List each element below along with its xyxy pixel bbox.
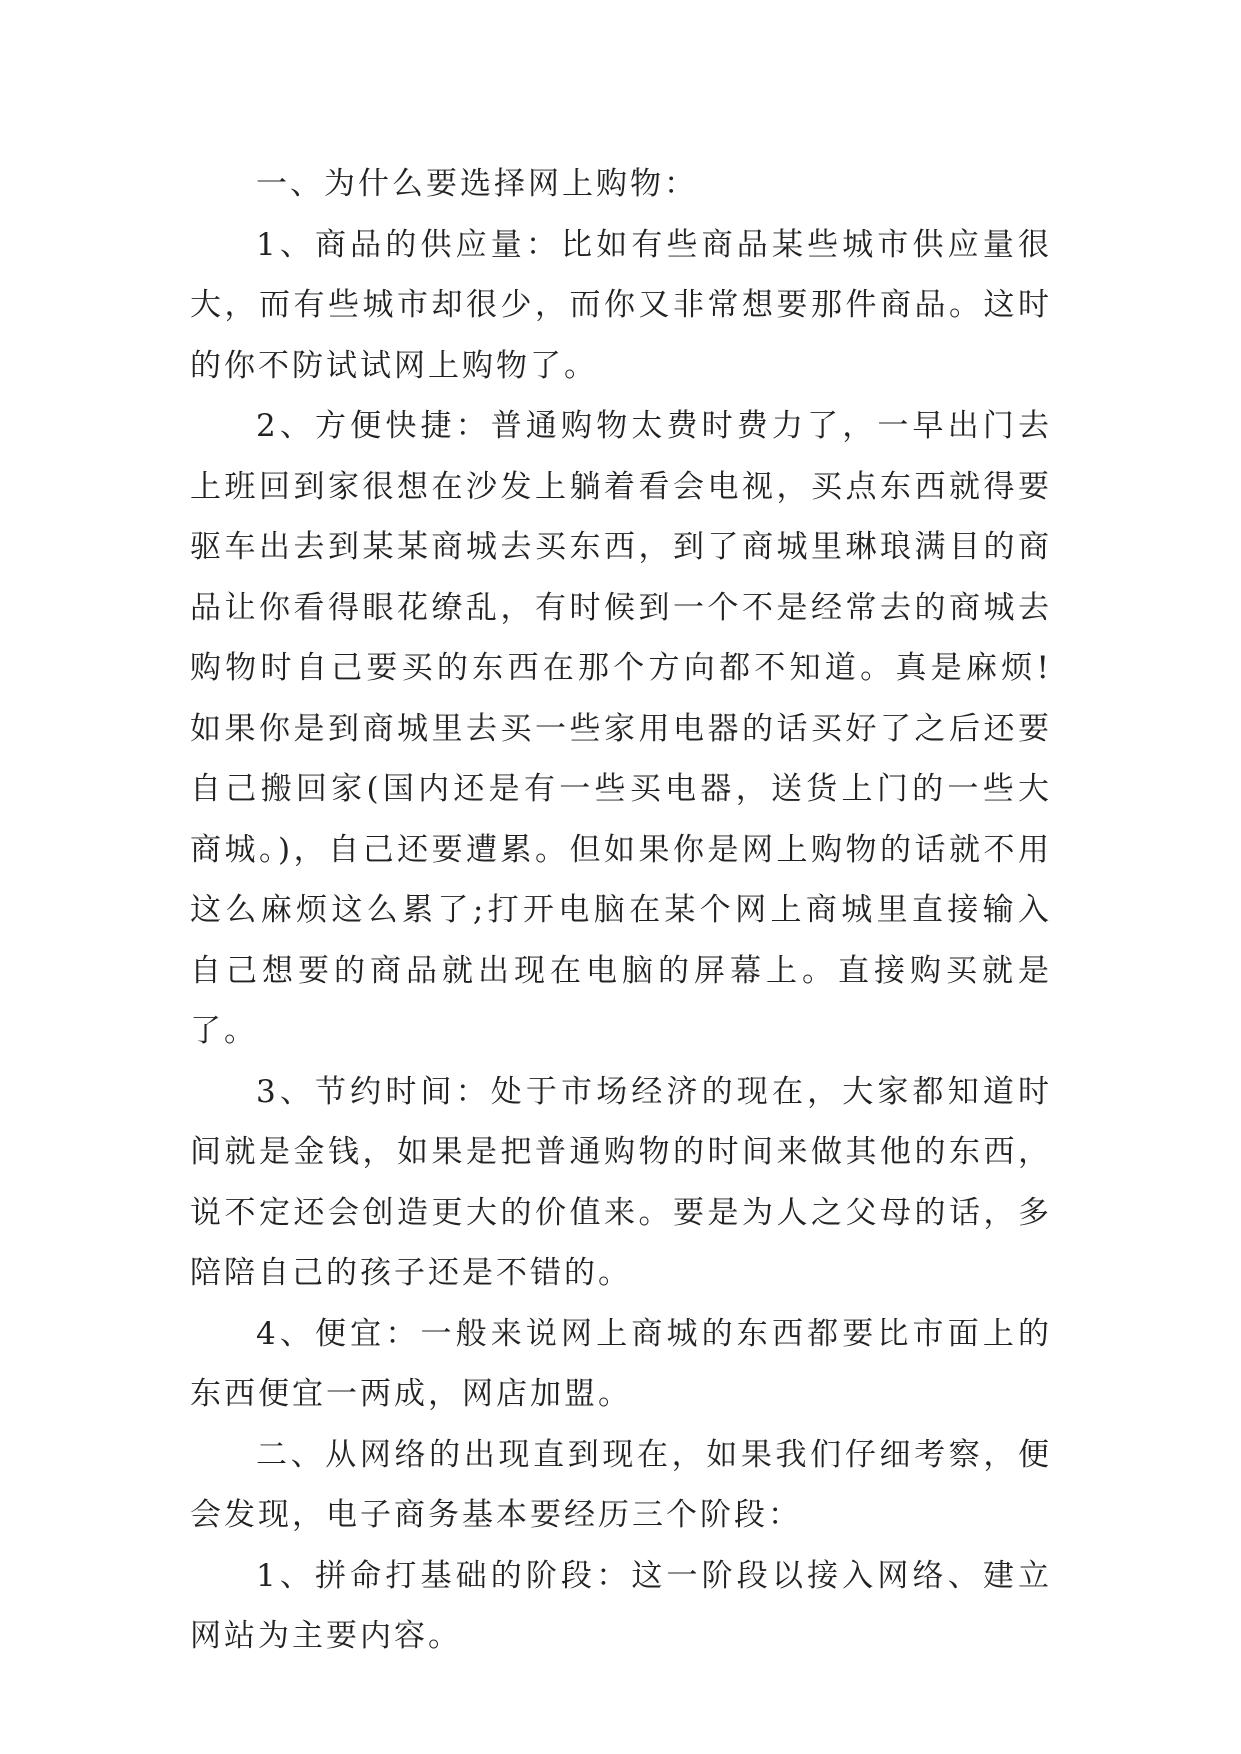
paragraph-save-time: 3、节约时间：处于市场经济的现在，大家都知道时间就是金钱，如果是把普通购物的时间来做其他的东西，说不定还会创造更大的价值来。要是为人之父母的话，多陪陪自己的孩子还是不错的。: [190, 1073, 1052, 1291]
paragraph-cheap: 4、便宜：一般来说网上商城的东西都要比市面上的东西便宜一两成，网店加盟。: [190, 1315, 1052, 1412]
document-body: [190, 154, 1052, 1667]
paragraph-stage-one: 1、拼命打基础的阶段：这一阶段以接入网络、建立网站为主要内容。: [190, 1557, 1052, 1654]
section-heading-why-online-shopping: 一、为什么要选择网上购物：: [256, 166, 698, 202]
paragraph-supply: 1、商品的供应量：比如有些商品某些城市供应量很大，而有些城市却很少，而你又非常想要那件商品。这时的你不防试试网上购物了。: [190, 226, 1052, 384]
section-heading-ecommerce-stages: 二、从网络的出现直到现在，如果我们仔细考察，便会发现，电子商务基本要经历三个阶段：: [190, 1436, 1052, 1533]
paragraph-convenience: 2、方便快捷：普通购物太费时费力了，一早出门去上班回到家很想在沙发上躺着看会电视，买点东西就得要驱车出去到某某商城去买东西，到了商城里琳琅满目的商品让你看得眼花缭乱，有时候到一个不是经常去的商城去购物时自己要买的东西在那个方向都不知道。真是麻烦!如果你是到商城里去买一些家用电器的话买好了之后还要自己搬回家(国内还是有一些买电器，送货上门的一些大商城。)，自己还要遭累。但如果你是网上购物的话就不用这么麻烦这么累了;打开电脑在某个网上商城里直接输入自己想要的商品就出现在电脑的屏幕上。直接购买就是了。: [190, 408, 1052, 1049]
